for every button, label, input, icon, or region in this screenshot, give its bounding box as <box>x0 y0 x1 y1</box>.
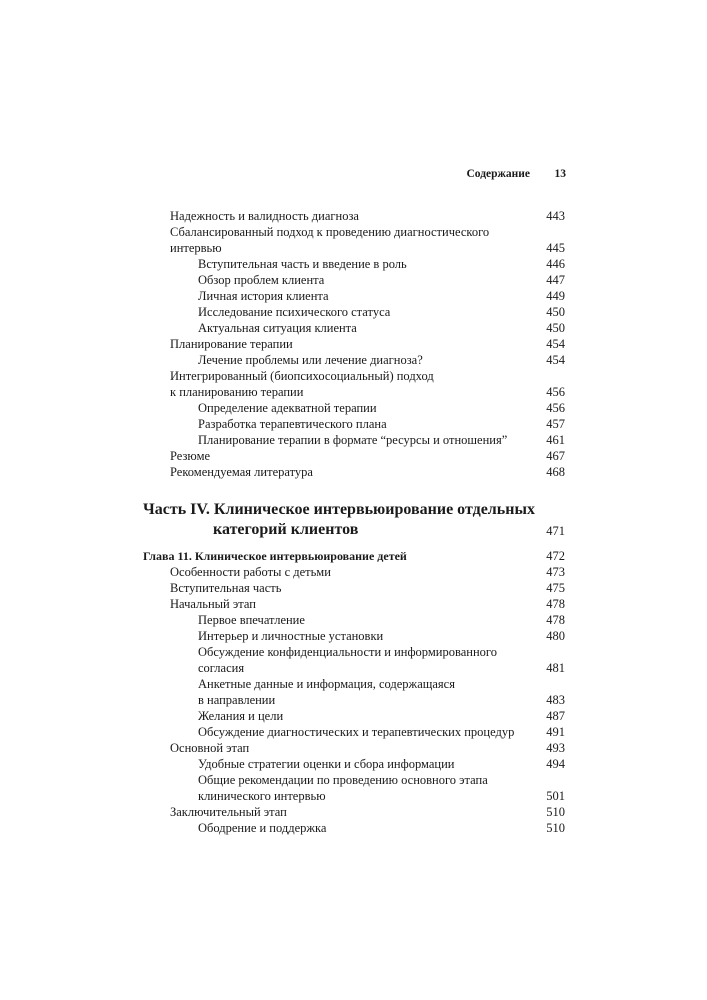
toc-entry-page: 454 <box>546 337 565 351</box>
toc-entry-page: 447 <box>546 273 565 287</box>
toc-entry <box>170 772 565 788</box>
toc-entry-text: Обсуждение конфиденциальности и информированного <box>198 645 497 659</box>
toc-entry-text: Заключительный этап <box>170 805 287 819</box>
toc-entry <box>170 676 565 692</box>
toc-entry-page: 501 <box>546 789 565 803</box>
toc-entry-page: 491 <box>546 725 565 739</box>
page-number: 13 <box>554 168 566 180</box>
toc-entry <box>170 320 565 336</box>
running-header-title: Содержание <box>466 168 530 180</box>
toc-entry <box>170 464 565 480</box>
toc-entry-text: Ободрение и поддержка <box>198 821 327 835</box>
chapter-heading <box>143 548 565 564</box>
toc-entry <box>170 336 565 352</box>
toc-entry-text: Актуальная ситуация клиента <box>198 321 357 335</box>
toc-entry-text: Исследование психического статуса <box>198 305 391 319</box>
toc-entry <box>170 644 565 660</box>
toc-entry <box>170 692 565 708</box>
toc-entry-page: 467 <box>546 449 565 463</box>
toc-entry-page: 450 <box>546 305 565 319</box>
chapter-page: 472 <box>546 549 565 563</box>
toc-section-a <box>170 208 565 480</box>
toc-entry-text: Обзор проблем клиента <box>198 273 325 287</box>
toc-entry <box>170 272 565 288</box>
toc-entry-page: 475 <box>546 581 565 595</box>
toc-entry-text: Желания и цели <box>198 709 284 723</box>
toc-entry-page: 487 <box>546 709 565 723</box>
toc-entry-page: 510 <box>546 821 565 835</box>
toc-entry-page: 473 <box>546 565 565 579</box>
toc-entry-page: 443 <box>546 209 565 223</box>
toc-entry <box>170 224 565 240</box>
toc-entry-page: 450 <box>546 321 565 335</box>
toc-entry-text: Вступительная часть и введение в роль <box>198 257 407 271</box>
toc-entry-text: Сбалансированный подход к проведению диагностического <box>170 225 490 239</box>
toc-entry-text: Особенности работы с детьми <box>170 565 331 579</box>
toc-entry-text: Вступительная часть <box>170 581 282 595</box>
toc-entry <box>170 756 565 772</box>
toc-entry-text: Планирование терапии в формате “ресурсы и отношения” <box>198 433 508 447</box>
toc-entry <box>170 612 565 628</box>
running-header <box>0 168 707 182</box>
toc-entry <box>170 352 565 368</box>
table-of-contents <box>143 208 565 836</box>
toc-entry <box>170 256 565 272</box>
toc-entry-text: Анкетные данные и информация, содержащаяся <box>198 677 455 691</box>
toc-entry <box>170 596 565 612</box>
toc-entry-text: Надежность и валидность диагноза <box>170 209 359 223</box>
chapter-title: Глава 11. Клиническое интервьюирование детей <box>143 549 407 563</box>
toc-entry <box>170 820 565 836</box>
toc-entry-text: Интерьер и личностные установки <box>198 629 384 643</box>
toc-entry <box>170 804 565 820</box>
toc-entry-text: Разработка терапевтического плана <box>198 417 387 431</box>
toc-entry-text: согласия <box>198 661 245 675</box>
toc-entry-page: 493 <box>546 741 565 755</box>
toc-entry-text: Первое впечатление <box>198 613 305 627</box>
toc-entry-page: 461 <box>546 433 565 447</box>
toc-entry-text: к планированию терапии <box>170 385 304 399</box>
toc-entry <box>170 368 565 384</box>
toc-entry-page: 445 <box>546 241 565 255</box>
toc-entry-text: Основной этап <box>170 741 250 755</box>
toc-entry <box>170 288 565 304</box>
part-heading-line-2 <box>170 520 565 540</box>
toc-entry-text: интервью <box>170 241 222 255</box>
toc-entry-text: Общие рекомендации по проведению основного этапа <box>198 773 488 787</box>
toc-entry-text: Удобные стратегии оценки и сбора информации <box>198 757 455 771</box>
toc-entry-text: клинического интервью <box>198 789 326 803</box>
toc-entry-text: Интегрированный (биопсихосоциальный) подход <box>170 369 434 383</box>
part-title-line-2: категорий клиентов <box>213 521 359 538</box>
toc-entry <box>170 448 565 464</box>
toc-entry <box>170 208 565 224</box>
toc-entry-page: 481 <box>546 661 565 675</box>
toc-entry-page: 456 <box>546 385 565 399</box>
toc-entry-page: 446 <box>546 257 565 271</box>
toc-entry <box>170 384 565 400</box>
toc-entry-page: 468 <box>546 465 565 479</box>
toc-section-b <box>170 564 565 836</box>
toc-entry-page: 494 <box>546 757 565 771</box>
toc-entry-text: Определение адекватной терапии <box>198 401 377 415</box>
toc-entry-page: 478 <box>546 613 565 627</box>
toc-entry <box>170 304 565 320</box>
toc-entry <box>170 724 565 740</box>
toc-entry <box>170 628 565 644</box>
toc-entry-text: Обсуждение диагностических и терапевтических процедур <box>198 725 515 739</box>
part-page: 471 <box>546 524 565 538</box>
toc-entry-text: Начальный этап <box>170 597 256 611</box>
toc-entry <box>170 708 565 724</box>
toc-entry-text: Рекомендуемая литература <box>170 465 313 479</box>
part-heading-line-1 <box>143 500 565 520</box>
toc-entry-text: Резюме <box>170 449 211 463</box>
toc-entry <box>170 416 565 432</box>
toc-entry-page: 510 <box>546 805 565 819</box>
toc-entry <box>170 580 565 596</box>
toc-entry-page: 449 <box>546 289 565 303</box>
toc-entry-page: 478 <box>546 597 565 611</box>
toc-entry-page: 480 <box>546 629 565 643</box>
toc-entry-text: в направлении <box>198 693 276 707</box>
part-title-line-1: Часть IV. Клиническое интервьюирование отдельных <box>143 501 535 518</box>
toc-entry <box>170 400 565 416</box>
toc-entry-page: 483 <box>546 693 565 707</box>
toc-entry-text: Планирование терапии <box>170 337 293 351</box>
toc-entry <box>170 432 565 448</box>
toc-entry-page: 456 <box>546 401 565 415</box>
toc-entry <box>170 788 565 804</box>
toc-entry-page: 454 <box>546 353 565 367</box>
toc-entry-text: Личная история клиента <box>198 289 329 303</box>
toc-entry <box>170 240 565 256</box>
toc-entry-page: 457 <box>546 417 565 431</box>
toc-entry-text: Лечение проблемы или лечение диагноза? <box>198 353 423 367</box>
toc-entry <box>170 564 565 580</box>
toc-entry <box>170 660 565 676</box>
toc-entry <box>170 740 565 756</box>
